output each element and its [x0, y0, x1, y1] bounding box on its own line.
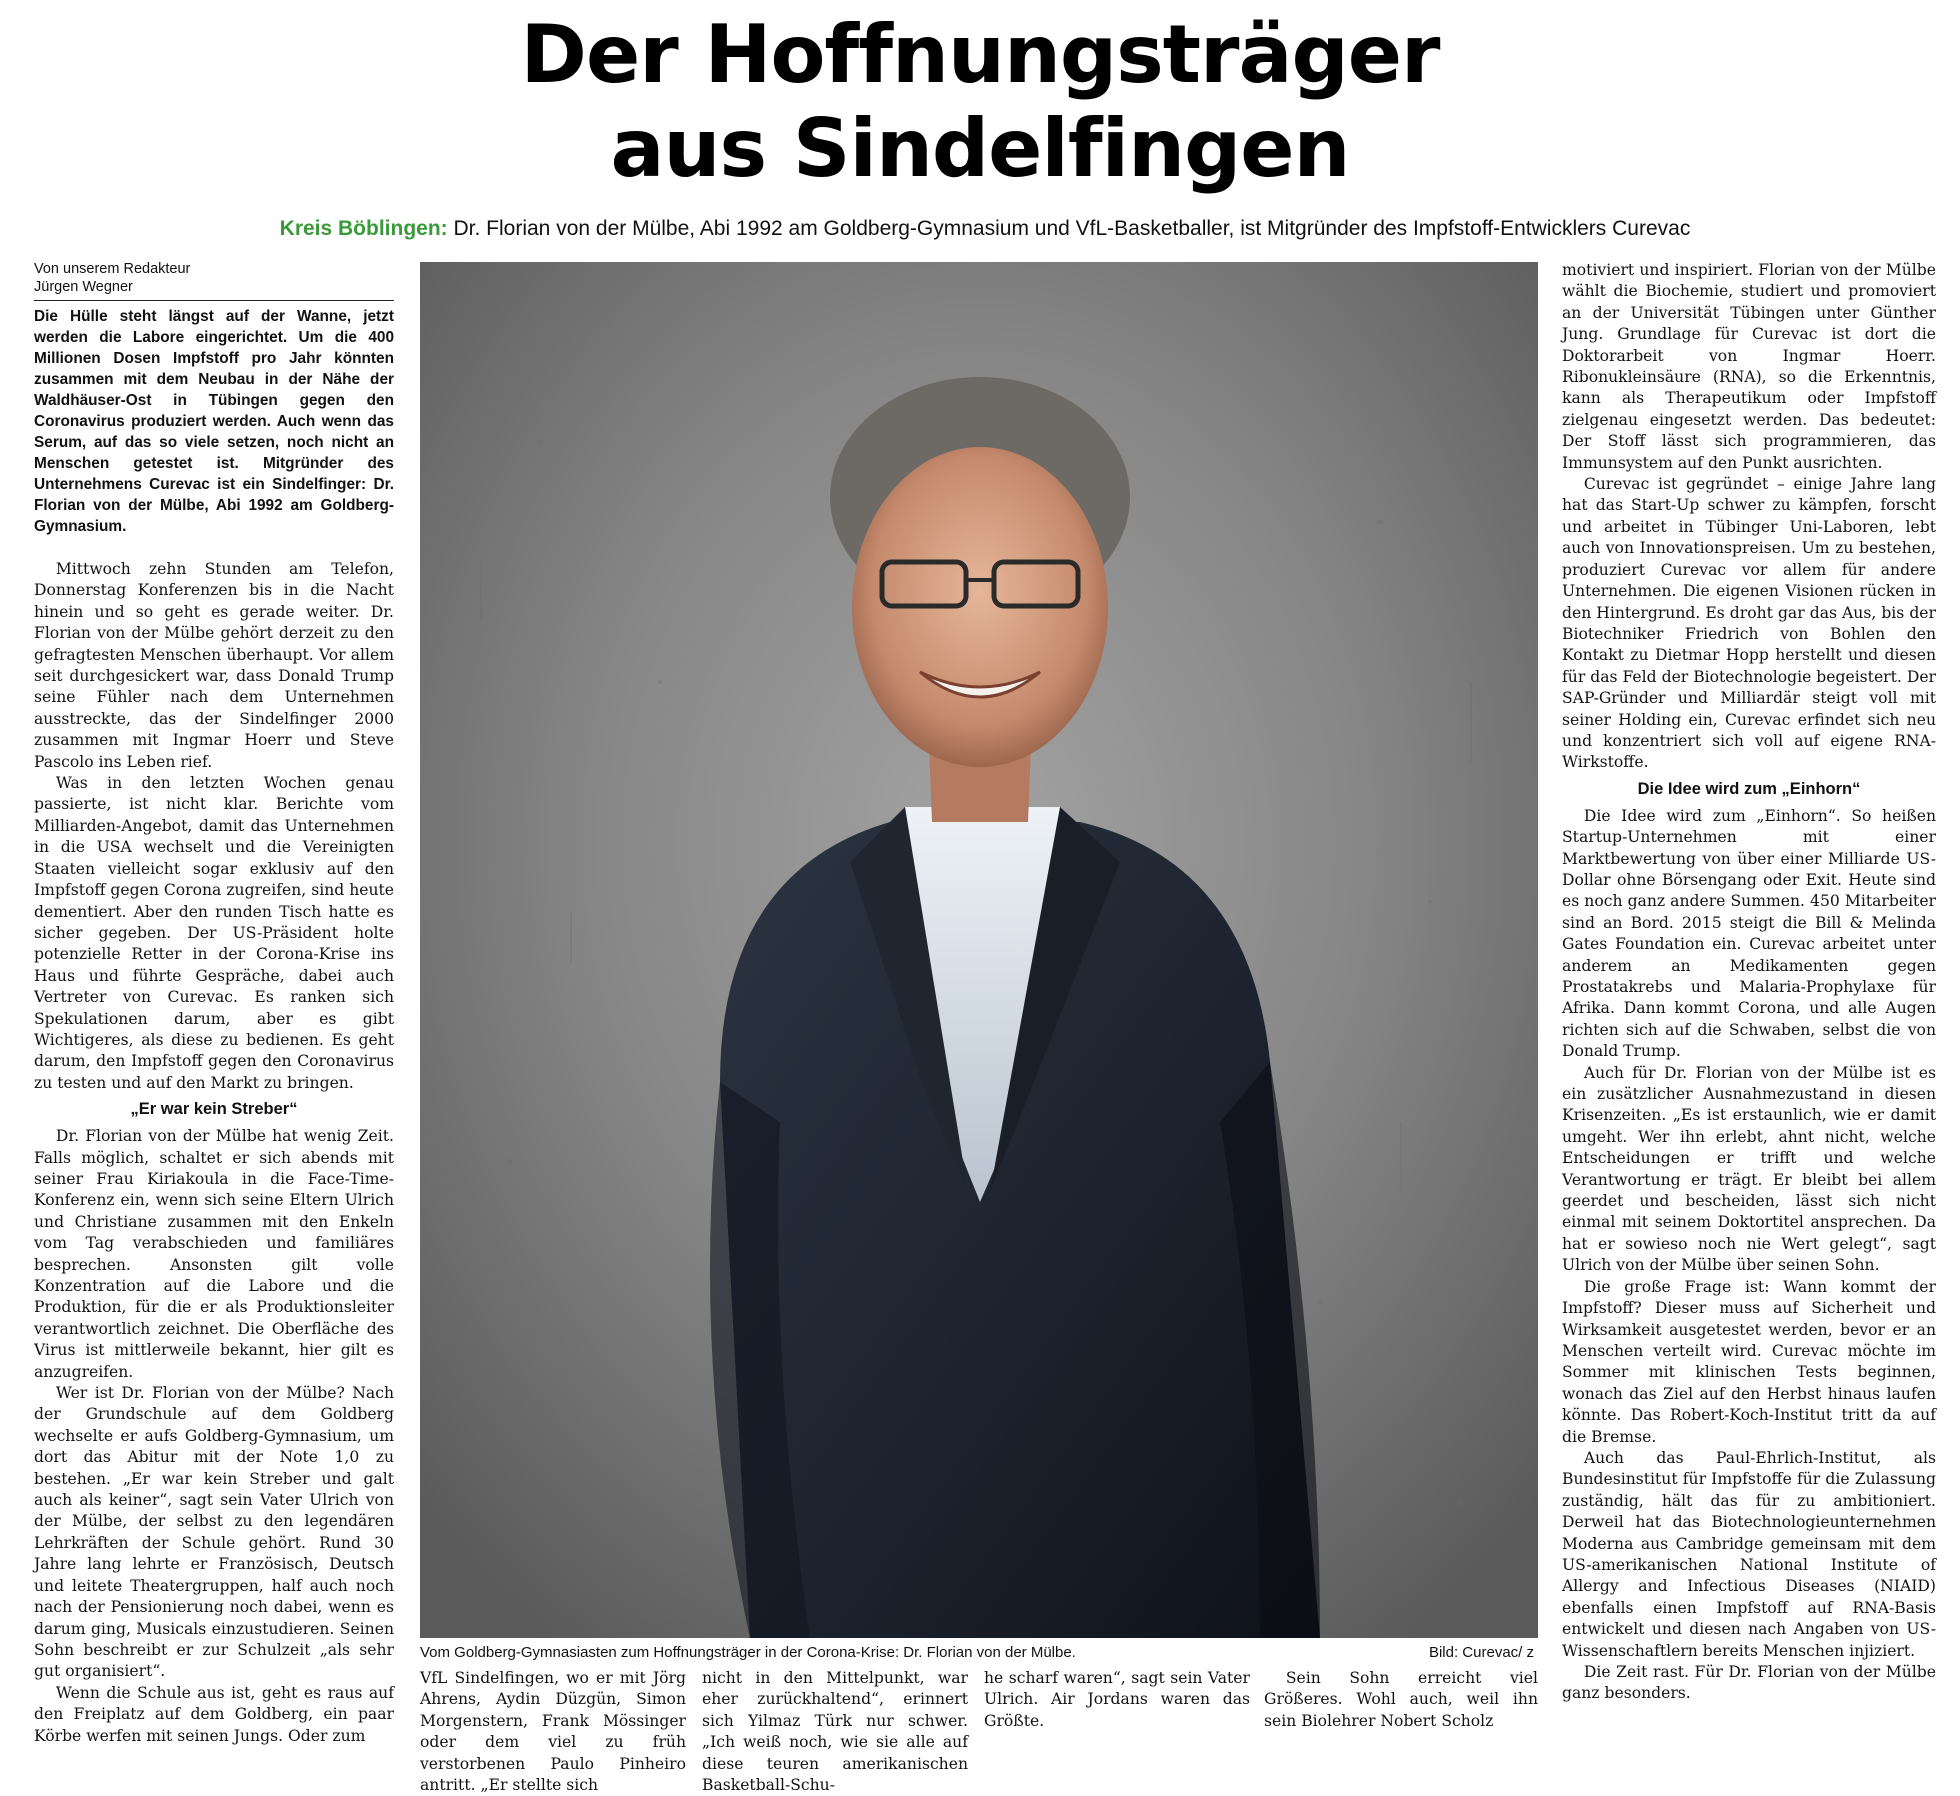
subheading: „Er war kein Streber“ [130, 1100, 298, 1119]
paragraph: he scharf waren“, sagt sein Vater Ulrich. Air Jordans waren das Größte. [984, 1669, 1250, 1730]
subline-text: Dr. Florian von der Mülbe, Abi 1992 am Goldberg-Gymnasium und VfL-Basketballer, ist Mitgründer des Impfstoff-Entwicklers Curevac [447, 217, 1691, 240]
bottom-column-4 [1264, 1668, 1538, 1744]
paragraph: Dr. Florian von der Mülbe hat wenig Zeit. Falls möglich, schaltet er sich abends mit seiner Frau Kiriakoula in die Face-Time-Konferenz ein, wenn sich seine Eltern Ulrich und Christiane zusammen mit den Enkeln vom Tag verabschieden und familiäres besprechen. Ansonsten gilt volle Konzentration auf die Labore und die Produktion, für die er als Produktionsleiter verantwortlich zeichnet. Die Oberfläche des Virus ist mittlerweile bekannt, hier gilt es anzugreifen. [34, 1127, 394, 1381]
paragraph: Auch das Paul-Ehrlich-Institut, als Bundesinstitut für Impfstoffe für die Zulassung zuständig, hält das für zu ambitioniert. Derweil hat das Biotechnologieunternehmen Moderna aus Cambridge gemeinsam mit dem US-amerikanischen National Institute of Allergy and Infectious Diseases (NIAID) ebenfalls einen Impfstoff auf RNA-Basis entwickelt und diesen nach Angaben von US-Wissenschaftlern bereits Menschen injiziert. [1562, 1448, 1936, 1660]
paragraph: nicht in den Mittelpunkt, war eher zurückhaltend“, erinnert sich Yilmaz Türk nur schwer. „Ich weiß noch, wie sie alle auf diese teuren amerikanischen Basketball-Schu- [702, 1669, 968, 1795]
lead-paragraph: Die Hülle steht längst auf der Wanne, jetzt werden die Labore eingerichtet. Um die 400 Millionen Dosen Impfstoff pro Jahr könnten zusammen mit dem Neubau in der Nähe der Waldhäuser-Ost in Tübingen gegen den Coronavirus produziert werden. Auch wenn das Serum, auf das so viele setzen, noch nicht an Menschen getestet ist. Mitgründer des Unternehmens Curevac ist ein Sindelfinger: Dr. Florian von der Mülbe, Abi 1992 am Goldberg-Gymnasium. [34, 308, 394, 535]
headline [300, 8, 1660, 196]
headline-line-1: Der Hoffnungsträger [520, 8, 1440, 101]
photo-caption [420, 1642, 1538, 1666]
photo-credit: Bild: Curevac/ z [1428, 1644, 1534, 1661]
byline [34, 260, 394, 301]
paragraph: Die große Frage ist: Wann kommt der Impfstoff? Dieser muss auf Sicherheit und Wirksamkeit ausgetestet werden, bevor er an Menschen verteilt wird. Curevac möchte im Sommer mit klinischen Tests beginnen, wonach das Ziel auf den Herbst hinaus laufen könnte. Das Robert-Koch-Institut tritt da auf die Bremse. [1562, 1277, 1936, 1446]
byline-line-1: Von unserem Redakteur [34, 261, 191, 277]
article-column-5 [1562, 260, 1936, 1744]
headline-line-2: aus Sindelfingen [610, 102, 1350, 195]
paragraph: Die Idee wird zum „Einhorn“. So heißen Startup-Unternehmen mit einer Marktbewertung von über einer Milliarde US-Dollar ohne Börsengang oder Exit. Heute sind es noch ganz andere Summen. 450 Mitarbeiter sind an Bord. 2015 steigt die Bill & Melinda Gates Foundation ein. Curevac arbeitet unter anderem an Medikamenten gegen Prostatakrebs und Malaria-Prophylaxe für Afrika. Dann kommt Corona, und alle Augen richten sich auf die Schwaben, selbst die von Donald Trump. [1562, 806, 1936, 1061]
paragraph: motiviert und inspiriert. Florian von der Mülbe wählt die Biochemie, studiert und promoviert an der Universität Tübingen unter Günther Jung. Grundlage für Curevac ist dort die Doktorarbeit von Ingmar Hoerr. Ribonukleinsäure (RNA), so die Erkenntnis, kann als Therapeutikum oder Impfstoff zielgenau eingesetzt werden. Das bedeutet: Der Stoff lässt sich programmieren, das Immunsystem auf den Punkt ausrichten. [1562, 261, 1936, 472]
article-column-1 [34, 260, 394, 1744]
subheading: Die Idee wird zum „Einhorn“ [1637, 779, 1861, 798]
paragraph: Die Zeit rast. Für Dr. Florian von der Mülbe ganz besonders. [1562, 1663, 1936, 1703]
paragraph: Mittwoch zehn Stunden am Telefon, Donnerstag Konferenzen bis in die Nacht hinein und so geht es gerade weiter. Dr. Florian von der Mülbe gehört derzeit zu den gefragtesten Menschen überhaupt. Vor allem seit durchgesickert war, dass Donald Trump seine Fühler nach dem Unternehmen ausstreckte, das der Sindelfinger 2000 zusammen mit Ingmar Hoerr und Steve Pascolo ins Leben rief. [34, 560, 394, 771]
subline [60, 216, 1910, 242]
paragraph: VfL Sindelfingen, wo er mit Jörg Ahrens, Aydin Düzgün, Simon Morgenstern, Frank Mössinger oder dem viel zu früh verstorbenen Paulo Pinheiro antritt. „Er stellte sich [420, 1669, 686, 1795]
portrait-illustration [420, 262, 1538, 1638]
paragraph: Wenn die Schule aus ist, geht es raus auf den Freiplatz auf dem Goldberg, ein paar Körbe werfen mit seinen Jungs. Oder zum [34, 1683, 394, 1745]
portrait-photo [420, 262, 1538, 1638]
caption-text: Vom Goldberg-Gymnasiasten zum Hoffnungsträger in der Corona-Krise: Dr. Florian von der Mülbe. [420, 1644, 1076, 1661]
bottom-column-3 [984, 1668, 1250, 1744]
byline-author: Jürgen Wegner [34, 279, 133, 295]
bottom-column-2 [702, 1668, 968, 1795]
subline-kicker: Kreis Böblingen: [279, 217, 448, 240]
paragraph: Sein Sohn erreicht viel Größeres. Wohl auch, weil ihn sein Biolehrer Nobert Scholz [1264, 1669, 1538, 1730]
bottom-column-1 [420, 1668, 686, 1795]
paragraph: Auch für Dr. Florian von der Mülbe ist es ein zusätzlicher Ausnahmezustand in diesen Krisenzeiten. „Es ist erstaunlich, wie er damit umgeht. Wer ihn erlebt, ahnt nicht, welche Entscheidungen er trifft und welche Verantwortung er trägt. Er bleibt bei allem geerdet und bescheiden, lässt sich nicht einmal mit seinem Doktortitel ansprechen. Da hat er sowieso noch nie Wert gelegt“, sagt Ulrich von der Mülbe über seinen Sohn. [1562, 1063, 1936, 1275]
paragraph: Was in den letzten Wochen genau passierte, ist nicht klar. Berichte vom Milliarden-Angebot, damit das Unternehmen in die USA wechselt und die Vereinigten Staaten vielleicht sogar exklusiv auf den Impfstoff gegen Corona zugreifen, sind heute dementiert. Aber den runden Tisch hatte es sicher gegeben. Der US-Präsident holte potenzielle Retter in der Corona-Krise ins Haus und führte Gespräche, dabei auch Vertreter von Curevac. Es ranken sich Spekulationen darum, aber es gibt Wichtigeres, als diese zu bedienen. Es geht darum, den Impfstoff gegen den Coronavirus zu testen und auf den Markt zu bringen. [34, 774, 394, 1092]
paragraph: Curevac ist gegründet – einige Jahre lang hat das Start-Up schwer zu kämpfen, forscht und arbeitet in Tübinger Uni-Laboren, lebt auch von Innovationspreisen. Um zu bestehen, produziert Curevac vor allem für andere Unternehmen. Die eigenen Visionen rücken in den Hintergrund. Es droht gar das Aus, bis der Biotechniker Friedrich von Bohlen den Kontakt zu Dietmar Hopp herstellt und diesen für das Feld der Biotechnologie begeistert. Der SAP-Gründer und Milliardär steigt voll mit seiner Holding ein, Curevac erfindet sich neu und konzentriert sich voll auf eigene RNA-Wirkstoffe. [1562, 475, 1936, 772]
paragraph: Wer ist Dr. Florian von der Mülbe? Nach der Grundschule auf dem Goldberg wechselte er aufs Goldberg-Gymnasium, um dort das Abitur mit der Note 1,0 zu bestehen. „Er war kein Streber und galt auch als keiner“, sagt sein Vater Ulrich von der Mülbe, der selbst zu den legendären Lehrkräften der Schule gehört. Rund 30 Jahre lang lehrte er Französisch, Deutsch und leitete Theatergruppen, half auch noch nach der Pensionierung noch dabei, wenn es darum ging, Musicals einzustudieren. Seinen Sohn beschreibt er zur Schulzeit „als sehr gut organisiert“. [34, 1384, 394, 1681]
